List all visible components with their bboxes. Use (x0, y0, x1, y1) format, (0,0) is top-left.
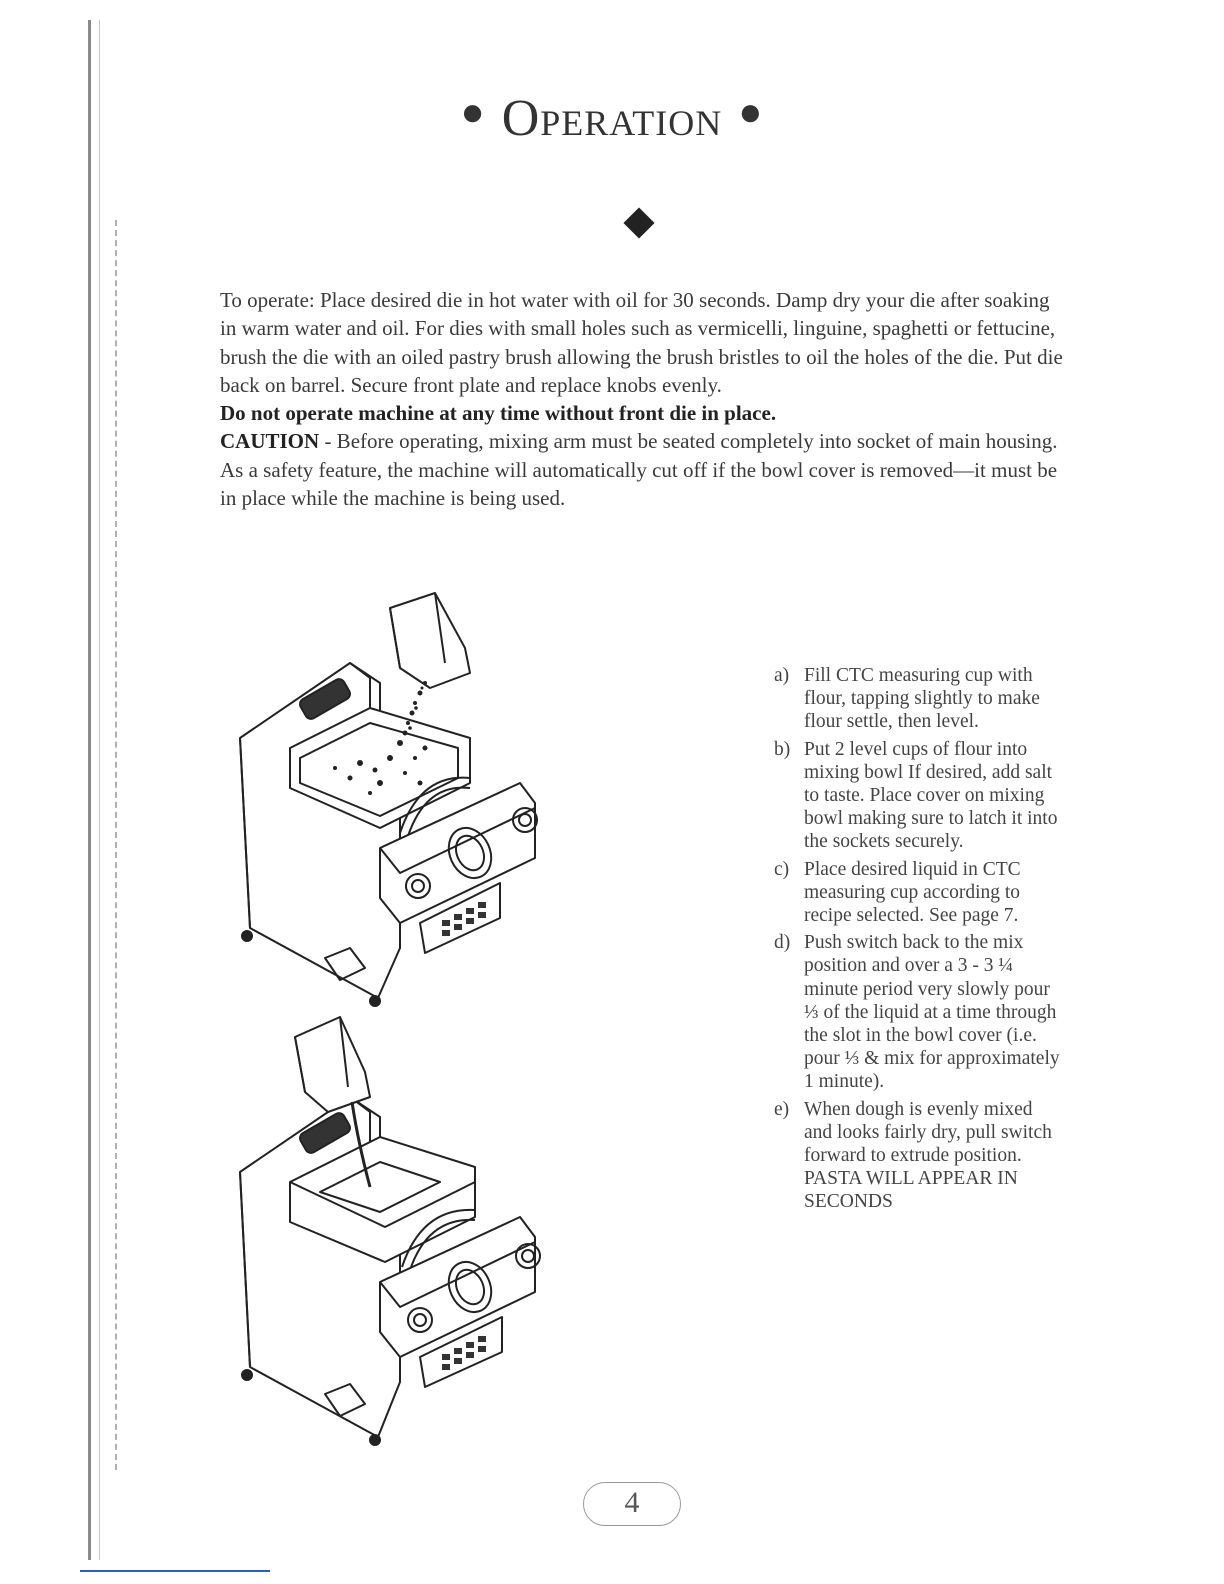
step-text: When dough is evenly mixed and looks fairly dry, pull switch forward to extrude position. PASTA WILL APPEAR IN SECONDS (804, 1098, 1052, 1213)
page-title (0, 89, 1224, 147)
step-item (774, 858, 1064, 928)
pasta-machine-flour-illustration (230, 588, 560, 1008)
step-letter: c) (774, 858, 790, 880)
step-letter: e) (774, 1098, 790, 1120)
diamond-ornament-icon (623, 207, 654, 238)
step-item (774, 738, 1064, 854)
bullet-icon: ● (738, 89, 764, 134)
step-text: Push switch back to the mix position and over a 3 - 3 ¼ minute period very slowly pour ⅓ of the liquid at a time through the slot in the bowl cover (i.e. pour ⅓ & mix for approximately 1 minute). (804, 932, 1060, 1093)
steps-list (774, 664, 1064, 1218)
caution-label: CAUTION (220, 429, 320, 454)
pasta-machine-liquid-illustration (230, 1012, 560, 1452)
corner-mark (80, 1560, 270, 1572)
step-item (774, 664, 1064, 734)
instructions-body (220, 286, 1070, 512)
step-item (774, 931, 1064, 1093)
page-title-text: Operation (501, 90, 723, 147)
step-text: Fill CTC measuring cup with flour, tapping slightly to make flour settle, then level. (804, 665, 1040, 733)
step-item (774, 1098, 1064, 1214)
intro-paragraph: To operate: Place desired die in hot water with oil for 30 seconds. Damp dry your die after soaking in warm water and oil. For dies with small holes such as vermicelli, linguine, spaghetti or fettucine, brush the die with an oiled pastry brush allowing the brush bristles to oil the holes of the die. Put die back on barrel. Secure front plate and replace knobs evenly. (220, 288, 1063, 397)
page-number: 4 (583, 1482, 681, 1526)
bullet-icon: ● (460, 89, 486, 134)
caution-text: - Before operating, mixing arm must be seated completely into socket of main housing. (319, 429, 1058, 454)
warning-line: Do not operate machine at any time without front die in place. (220, 401, 777, 426)
step-letter: a) (774, 665, 790, 686)
page-binding-edge (88, 20, 121, 1560)
step-letter: d) (774, 932, 791, 954)
caution-paragraph (220, 427, 1070, 455)
step-letter: b) (774, 738, 791, 760)
safety-paragraph: As a safety feature, the machine will automatically cut off if the bowl cover is removed—it must be in place while the machine is being used. (220, 457, 1058, 511)
step-text: Place desired liquid in CTC measuring cup according to recipe selected. See page 7. (804, 858, 1021, 927)
step-text: Put 2 level cups of flour into mixing bowl If desired, add salt to taste. Place cover on mixing bowl making sure to latch it into the sockets securely. (804, 738, 1058, 853)
